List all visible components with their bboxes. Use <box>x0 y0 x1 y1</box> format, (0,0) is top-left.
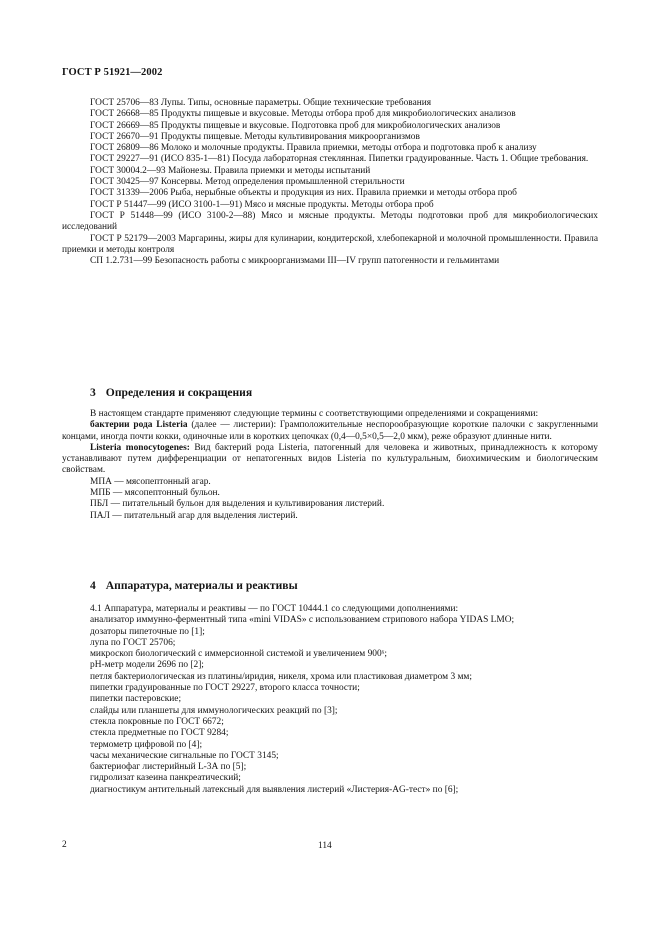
reference-item: ГОСТ 26668—85 Продукты пищевые и вкусовые. Методы отбора проб для микробиологических анализов <box>90 109 516 120</box>
equipment-item: дозаторы пипеточные по [1]; <box>90 626 205 637</box>
equipment-item: рН-метр модели 2696 по [2]; <box>90 660 204 671</box>
section-3-heading <box>90 386 252 399</box>
equipment-item: термометр цифровой по [4]; <box>90 739 203 750</box>
reference-item: ГОСТ 26670—91 Продукты пищевые. Методы культивирования микроорганизмов <box>90 131 420 142</box>
reference-item: ГОСТ Р 52179—2003 Маргарины, жиры для кулинарии, кондитерской, хлебопекарной и молочной промышленности. Правила приемки и методы контроля <box>62 233 598 255</box>
abbreviation-mpa: МПА — мясопептонный агар. <box>90 476 211 487</box>
section-4-title: Аппаратура, материалы и реактивы <box>105 579 298 592</box>
definition-term: Listeria monocytogenes: <box>90 442 190 453</box>
equipment-item: пипетки пастеровские; <box>90 694 182 705</box>
equipment-item: бактериофаг листерийный L-3А по [5]; <box>90 762 247 773</box>
reference-item: ГОСТ Р 51448—99 (ИСО 3100-2—88) Мясо и мясные продукты. Методы подготовки проб для микробиологических исследований <box>62 210 598 233</box>
equipment-item: часы механические сигнальные по ГОСТ 3145; <box>90 750 279 761</box>
reference-item: ГОСТ 31339—2006 Рыба, нерыбные объекты и продукция из них. Правила приемки и методы отбора проб <box>90 188 517 199</box>
section-4-number: 4 <box>90 579 96 592</box>
reference-item: ГОСТ 29227—91 (ИСО 835-1—81) Посуда лабораторная стеклянная. Пипетки градуированные. Часть 1. Общие требования. <box>90 154 589 165</box>
reference-item: СП 1.2.731—99 Безопасность работы с микроорганизмами III—IV групп патогенности и гельминтами <box>90 256 500 267</box>
definition-monocytogenes <box>62 443 598 477</box>
reference-item: ГОСТ 30425—97 Консервы. Метод определения промышленной стерильности <box>90 177 405 188</box>
equipment-item: пипетки градуированные по ГОСТ 29227, второго класса точности; <box>90 683 360 694</box>
section-3-number: 3 <box>90 386 96 399</box>
abbreviation-mpb: МПБ — мясопептонный бульон. <box>90 488 220 499</box>
abbreviation-pal: ПАЛ — питательный агар для выделения листерий. <box>90 510 298 521</box>
equipment-item: стекла покровные по ГОСТ 6672; <box>90 716 224 727</box>
equipment-item: диагностикум антительный латексный для выявления листерий «Листерия-AG-тест» по [6]; <box>90 784 459 795</box>
abbreviation-pbl: ПБЛ — питательный бульон для выделения и культивирования листерий. <box>90 499 385 510</box>
equipment-item: лупа по ГОСТ 25706; <box>90 637 176 648</box>
equipment-item: гидролизат казеина панкреатический; <box>90 773 241 784</box>
section-4-intro: 4.1 Аппаратура, материалы и реактивы — по ГОСТ 10444.1 со следующими дополнениями: <box>90 604 459 614</box>
reference-item: ГОСТ Р 51447—99 (ИСО 3100-1—91) Мясо и мясные продукты. Методы отбора проб <box>90 199 434 210</box>
page-number-center: 114 <box>318 841 332 851</box>
section-4-heading <box>90 579 298 592</box>
equipment-item: микроскоп биологический с иммерсионной системой и увеличением 900ˣ; <box>90 649 387 660</box>
definition-text: Вид бактерий рода Listeria, патогенный для человека и животных, принадлежность к которому устанавливают путем дифференциации от непатогенных видов Listeria по культуральным, биохимическим и биологическим свойствам. <box>62 442 598 476</box>
section-4-body <box>62 604 598 796</box>
reference-item: ГОСТ 26809—86 Молоко и молочные продукты. Правила приемки, методы отбора и подготовка проб к анализу <box>90 143 537 154</box>
equipment-item: стекла предметные по ГОСТ 9284; <box>90 728 229 739</box>
page-number-left: 2 <box>62 840 67 850</box>
definition-term: бактерии рода Listeria <box>90 420 188 431</box>
references-list <box>62 98 598 267</box>
reference-item: ГОСТ 30004.2—93 Майонезы. Правила приемки и методы испытаний <box>90 165 371 176</box>
section-3-title: Определения и сокращения <box>105 386 253 399</box>
standard-header: ГОСТ Р 51921—2002 <box>62 67 163 78</box>
reference-item: ГОСТ 26669—85 Продукты пищевые и вкусовые. Подготовка проб для микробиологических анализов <box>90 120 501 131</box>
equipment-item: слайды или планшеты для иммунологических реакций по [3]; <box>90 705 338 716</box>
equipment-item: анализатор иммунно-ферментный типа «mini VIDAS» с использованием стрипового набора YIDAS LMO; <box>90 615 515 626</box>
reference-item: ГОСТ 25706—83 Лупы. Типы, основные параметры. Общие технические требования <box>90 98 432 108</box>
equipment-item: петля бактериологическая из платины/иридия, никеля, хрома или пластиковая диаметром 3 мм; <box>90 671 472 682</box>
definition-listeria <box>62 420 598 443</box>
definition-text: (далее — листерии): Грамположительные неспорообразующие короткие палочки с закругленными концами, иногда почти кокки, одиночные или в коротких цепочках (0,4—0,5×0,5—2,0 мкм), реже образуют длинные нити. <box>62 420 598 442</box>
section-3-body <box>62 409 598 522</box>
section-3-intro: В настоящем стандарте применяют следующие термины с соответствующими определениями и сокращениями: <box>90 409 539 419</box>
